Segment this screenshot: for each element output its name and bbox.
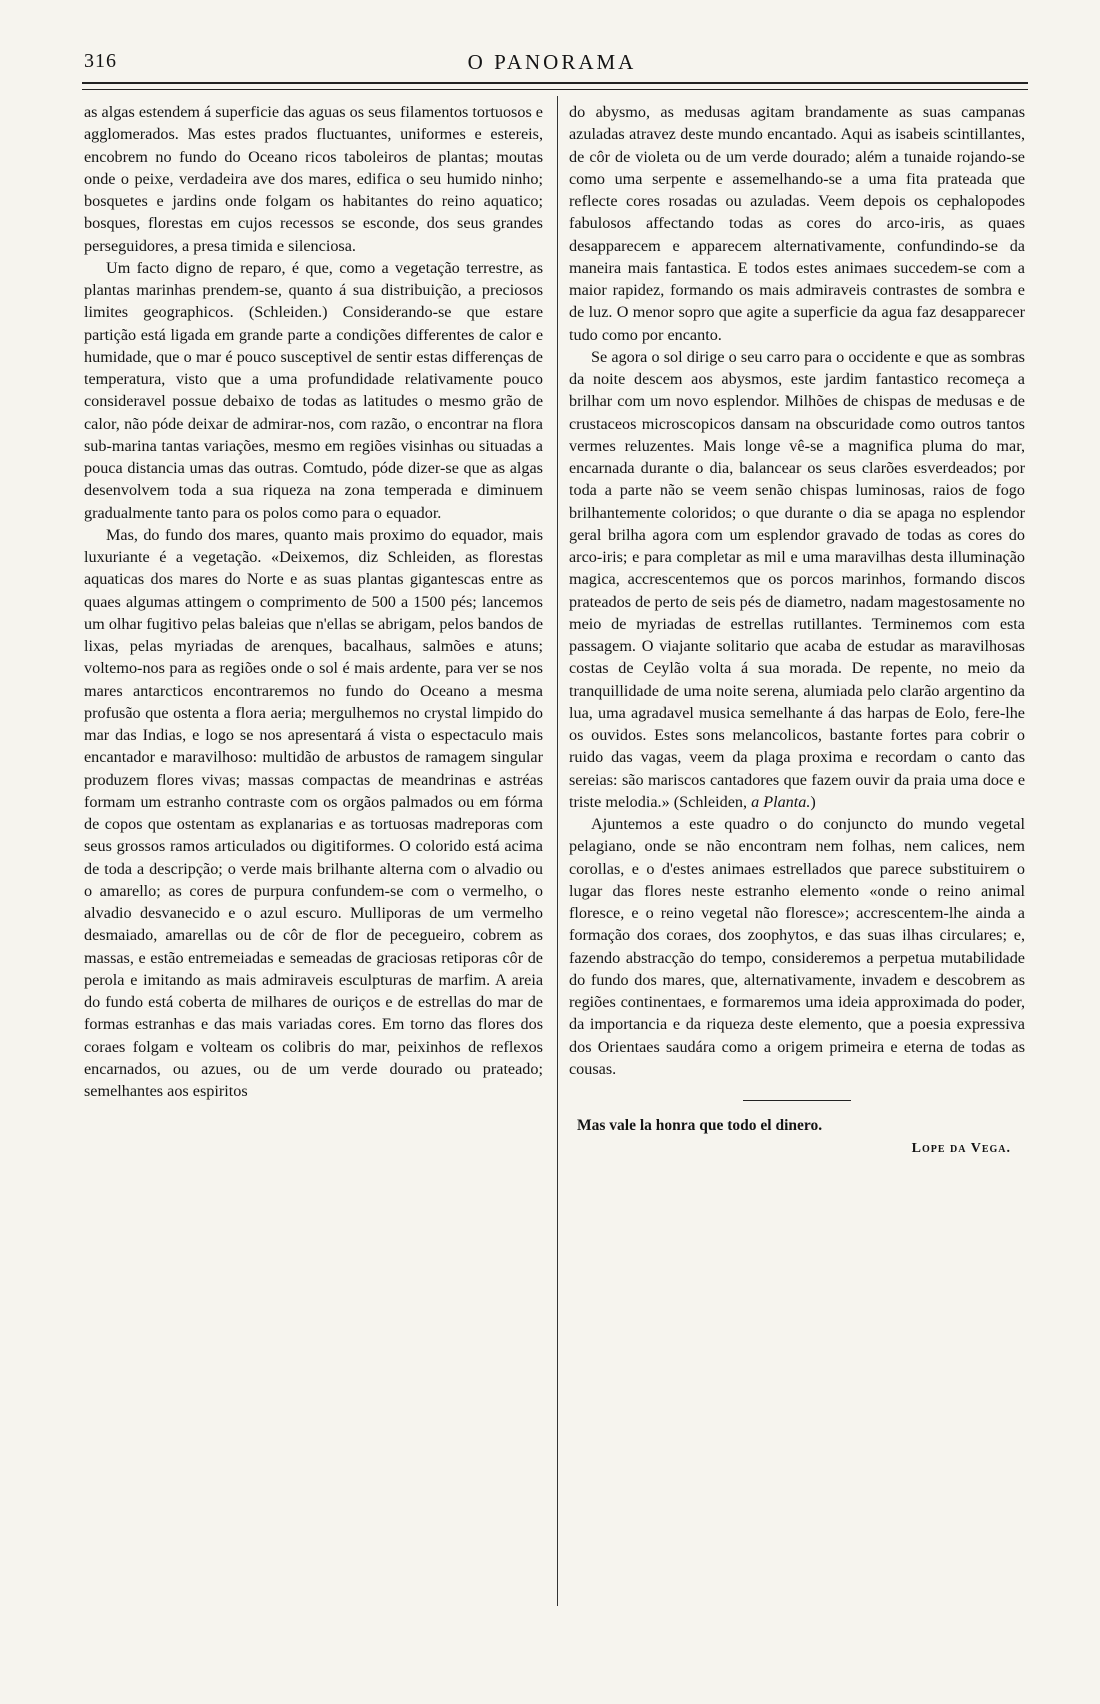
right-paragraph-1: do abysmo, as medusas agitam brandamente as suas campanas azuladas atravez deste mundo encantado. Aqui as isabeis scintillantes, de côr de violeta ou de um verde dourado; além a tunaide rojando-se como uma serpente e assemelhando-se a uma fita prateada que reflecte cores rosadas ou azuladas. Veem depois os cephalopodes fabulosos affectando todas as cores do arco-iris, as quaes desapparecem e apparecem alternativamente, confundindo-se da maneira mais fantastica. E todos estes animaes succedem-se com a maior rapidez, formando os mais admiraveis contrastes de sombra e de luz. O menor sopro que agite a superficie da agua faz desapparecer tudo como por encanto. xyxy=(569,103,1025,344)
epigraph-attribution: Lope da Vega. xyxy=(911,1141,1011,1157)
citation-close: ) xyxy=(810,792,816,811)
left-column xyxy=(84,101,543,1102)
journal-title: O PANORAMA xyxy=(467,50,637,74)
right-paragraph-2-text: Se agora o sol dirige o seu carro para o occidente e que as sombras da noite descem aos abysmos, este jardim fantastico recomeça a brilhar com um novo esplendor. Milhões de chispas de medusas e de crustaceos microscopicos dansam na obscuridade como outros tantos vermes reluzentes. Mais longe vê-se a magnifica pluma do mar, encarnada durante o dia, balancear os seus clarões esverdeados; por toda a parte não se veem senão chispas luminosas, raios de fogo brilhantemente coloridos; o que durante o dia se apaga no esplendor geral brilha agora com um esplendor gravado de todas as cores do arco-iris; e para completar as mil e uma maravilhas desta illuminação magica, accrescentemos que os porcos marinhos, formando discos prateados de perto de seis pés de diametro, nadam magestosamente no meio de myriadas de estrellas rutillantes. Terminemos com esta passagem. O viajante solitario que acaba de estudar as maravilhosas costas de Ceylão volta á sua morada. De repente, no meio da tranquillidade de uma noite serena, alumiada pelo clarão argentino da lua, uma agradavel musica semelhante á das harpas de Eolo, fere-lhe os ouvidos. Estes sons melancolicos, bastante fortes para cobrir o ruido das vagas, veem da plaga proxima e recordam o canto das sereias: são mariscos cantadores que fazem ouvir da praia uma doce e triste melodia.» (Schleiden, xyxy=(569,347,1025,811)
left-paragraph-3: Mas, do fundo dos mares, quanto mais proximo do equador, mais luxuriante é a vegetação. «Deixemos, diz Schleiden, as florestas aquaticas dos mares do Norte e as suas plantas gigantescas entre as quaes algumas attingem o comprimento de 500 a 1500 pés; lancemos um olhar fugitivo pelas baleias que n'ellas se abrigam, pelos bandos de lixas, pelas myriadas de arenques, bacalhaus, salmões e atuns; voltemo-nos para as regiões onde o sol é mais ardente, para ver se nos mares antarcticos encontraremos no fundo do Oceano a mesma profusão que ostenta a flora aeria; mergulhemos no crystal limpido do mar das Indias, e logo se nos apresentará á vista o espectaculo mais encantador e maravilhoso: multidão de arbustos de ramagem singular produzem flores vivas; massas compactas de meandrinas e astréas formam um estranho contraste com os orgãos palmados ou em fórma de copos que ostentam as explanarias e as tortuosas madreporas com seus grossos ramos articulados ou digitiformes. O colorido está acima de toda a descripção; o verde mais brilhante alterna com o alvadio ou o amarello; as cores de purpura confundem-se com o vermelho, o alvadio desvanecido e o azul escuro. Mulliporas de um vermelho desmaiado, amarellas ou de côr de flor de pecegueiro, cobrem as massas, e estão entremeiadas e semeadas de graciosas retiporas côr de perola e imitando as mais admiraveis esculpturas de marfim. A areia do fundo está coberta de milhares de ouriços e de estrellas do mar de formas estranhas e das mais variadas cores. Em torno das flores dos coraes folgam e volteam os colibris do mar, peixinhos de reflexos encarnados, ou azues, ou de um verde dourado ou prateado; semelhantes aos espiritos xyxy=(84,525,543,1100)
left-paragraph-2: Um facto digno de reparo, é que, como a vegetação terrestre, as plantas marinhas prendem-se, quanto á sua distribuição, a preciosos limites geographicos. (Schleiden.) Considerando-se que estare partição está ligada em grande parte a condições differentes de calor e humidade, que o mar é pouco susceptivel de sentir estas differenças de temperatura, visto que a uma profundidade relativamente pouco consideravel possue debaixo de todas as latitudes o mesmo grão de calor, não póde deixar de admirar-nos, com razão, o encontrar na flora sub-marina tantas variações, mesmo em regiões visinhas ou situadas a pouca distancia umas das outras. Comtudo, póde dizer-se que as algas desenvolvem toda a sua riqueza na zona temperada e diminuem gradualmente tanto para os polos como para o equador. xyxy=(84,258,543,522)
right-paragraph-2 xyxy=(569,346,1025,813)
right-paragraph-3: Ajuntemos a este quadro o do conjuncto do mundo vegetal pelagiano, onde se não encontram nem folhas, nem calices, nem corollas, e o d'estes animaes estrellados que parece substituirem o lugar das flores neste estranho elemento «onde o reino animal floresce, e o reino vegetal não floresce»; accrescentem-lhe ainda a formação dos coraes, dos zoophytos, e das suas ilhas circulares; e, fazendo abstracção do tempo, consideremos a perpetua mutabilidade do fundo dos mares, que, alternativamente, invadem e descobrem as regiões continentaes, e formaremos uma ideia approximada do poder, da importancia e da riqueza deste elemento, que a poesia expressiva dos Orientaes saudára como a origem primeira e eterna de todas as cousas. xyxy=(569,815,1025,1078)
epigraph: Mas vale la honra que todo el dinero. xyxy=(577,1117,823,1134)
header-rule xyxy=(82,82,1028,84)
right-column xyxy=(569,101,1025,1161)
citation-title: a Planta. xyxy=(751,792,811,811)
left-paragraph-1: as algas estendem á superficie das aguas os seus filamentos tortuosos e agglomerados. Mas estes prados fluctuantes, uniformes e estereis, encobrem no fundo do Oceano ricos taboleiros de plantas; moutas onde o peixe, verdadeira ave dos mares, edifica o seu humido ninho; bosquetes e jardins onde folgam os habitantes do reino aquatico; bosques, florestas em cujos recessos se esconde, dos seus grandes perseguidores, a presa timida e silenciosa. xyxy=(84,103,543,255)
closing-rule xyxy=(743,1100,851,1101)
header-rule-thin xyxy=(82,89,1028,90)
column-divider xyxy=(557,96,558,1606)
page-header xyxy=(82,46,1022,80)
page-number: 316 xyxy=(84,50,117,72)
